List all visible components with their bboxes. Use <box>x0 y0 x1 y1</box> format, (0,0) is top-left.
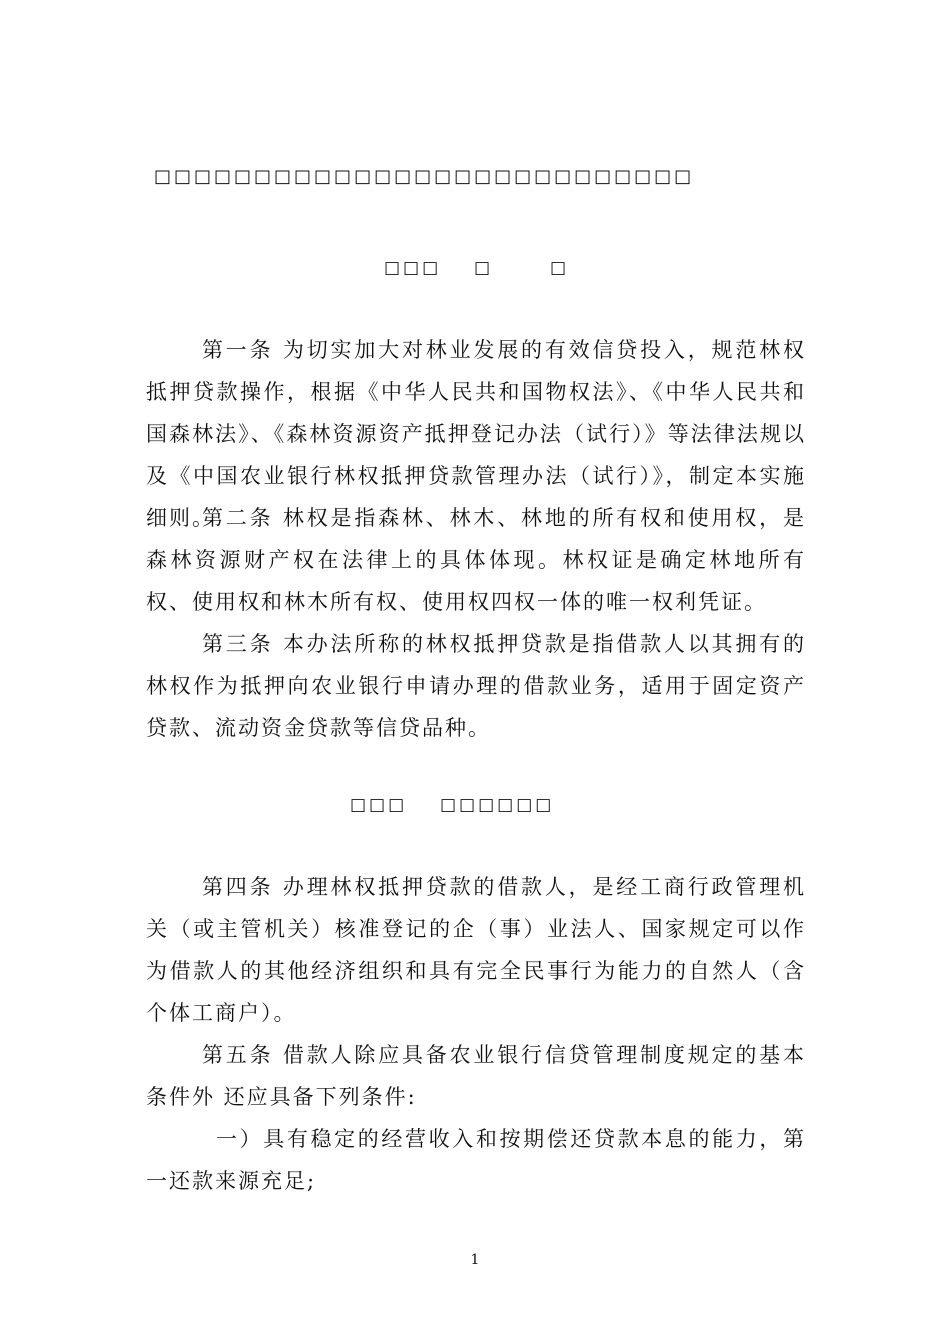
article-1: 第一条 为切实加大对林业发展的有效信贷投入，规范林权抵押贷款操作，根据《中华人民共和国物权法》、《中华人民共和国森林法》、《森林资源资产抵押登记办法（试行）》等法律法规以及《中国农业银行林权抵押贷款管理办法（试行）》，制定本实施细则。 <box>146 338 806 530</box>
chapter-1-name: □□ <box>474 258 627 278</box>
chapter-1-number: □□□ <box>384 258 442 278</box>
document-title: □□□□□□□□□□□□□□□□□□□□□□□□□□□ <box>154 166 695 187</box>
article-2: 第二条 林权是指森林、林木、林地的所有权和使用权，是森林资源财产权在法律上的具体体现。林权证是确定林地所有权、使用权和林木所有权、使用权四权一体的唯一权利凭证。 <box>146 506 806 614</box>
chapter-2-name: □□□□□□ <box>440 795 555 815</box>
chapter-2-heading <box>350 795 554 815</box>
article-5-item-1: 一）具有稳定的经营收入和按期偿还贷款本息的能力，第一还款来源充足; <box>146 1127 806 1193</box>
article-4: 第四条 办理林权抵押贷款的借款人，是经工商行政管理机关（或主管机关）核准登记的企（事）业法人、国家规定可以作为借款人的其他经济组织和具有完全民事行为能力的自然人（含个体工商户）。 <box>146 875 806 1025</box>
article-5: 第五条 借款人除应具备农业银行信贷管理制度规定的基本条件外 还应具备下列条件: <box>146 1043 806 1109</box>
chapter-2-number: □□□ <box>350 795 408 815</box>
chapter-1-heading <box>384 258 626 278</box>
page-number: 1 <box>470 1252 480 1268</box>
article-3: 第三条 本办法所称的林权抵押贷款是指借款人以其拥有的林权作为抵押向农业银行申请办理的借款业务，适用于固定资产贷款、流动资金贷款等信贷品种。 <box>146 632 806 740</box>
